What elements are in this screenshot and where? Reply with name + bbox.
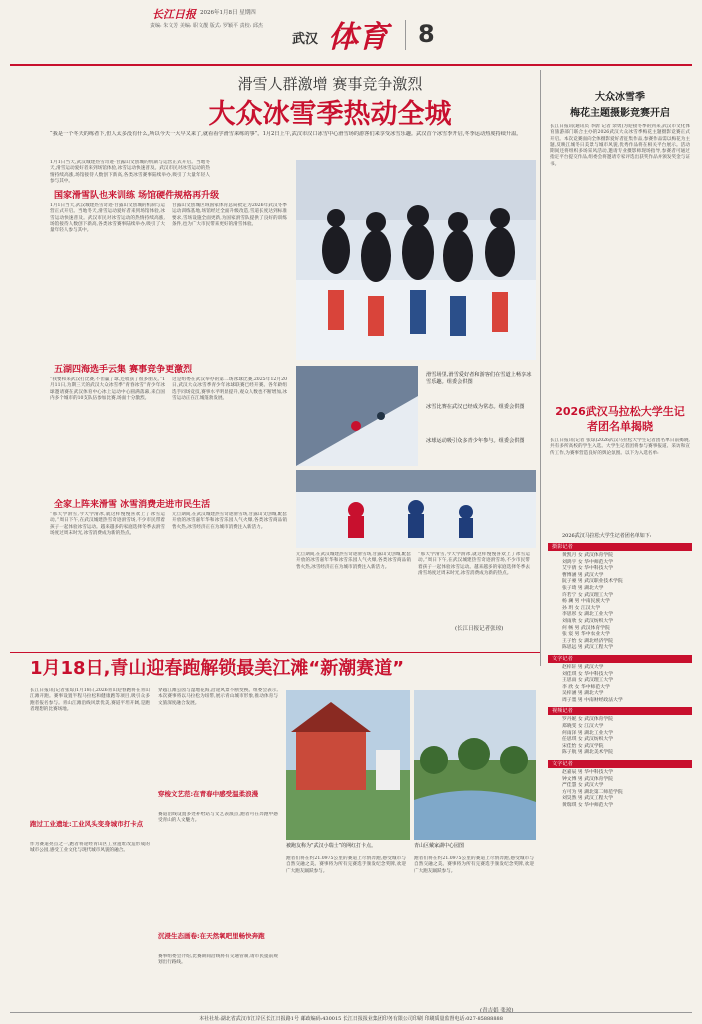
bottom-subhead-2: 穿梭文艺范:在青春中感受温柔浪漫 [158, 790, 259, 798]
roster-member: 刘鸿宇 女 华中师范大学 [562, 559, 614, 565]
photo-caption-2: 冰雪比赛在武汉已经成为常态。组委会供图 [426, 404, 525, 410]
bottom-col2b: 赛道沿线设置多处补给站与文艺表演点,跑者可在奔跑中感受青山的人文魅力。 [158, 812, 278, 824]
right2-headline: 2026武汉马拉松大学生记者团名单揭晓 [555, 405, 685, 433]
bottom-byline: (青吉娟 张琼) [480, 1008, 514, 1014]
right2-body: 长江日报讯(记者 张琼)2026武汉马拉松大学生记者团名单日前揭晓,共有多所高校的学生入选。大学生记者团将参与赛事报道、采访和宣传工作,为赛事营造良好的舆论氛围。以下为入选名单: [550, 438, 690, 456]
right1-body: 长江日报讯(通讯员 李蔚 记者 余勇)为迎接冬季的到来,武汉市文化体育旅游部门联合主办的2026武汉大众冰雪季梅花主题摄影竞赛正式开启。本次竞赛面向全体摄影爱好者征集作品,参赛作品需以梅花为主题,反映江城冬日美景与城市风貌,优秀作品将在相关平台展示。活动期间还将组织多场采风活动,邀请专业摄影师现场指导,参赛者可通过指定平台提交作品,组委会将邀请专家评选出获奖作品并颁发奖金与证书。 [550, 124, 690, 167]
lead-body-2b: 这是组委在武汉举办的第二场冰球比赛,2025年12月20日,武汉大众冰雪季青少年冰球联赛已经开赛。各年龄组选手同场竞技,赛事水平明显提升,观众人数也不断增加,冰雪运动正在江城蓬勃发展。 [172, 377, 287, 401]
roster-member: 阮子豪 男 武汉职业技术学院 [562, 579, 623, 585]
issue-date: 2026年1月8日 星期四 [200, 10, 256, 16]
bottom-col3: 跑者们将在约21.0975公里的赛道上尽情奔跑,感受城市与自然交融之美。赛事将为所有完赛选手颁发纪念奖牌,欢迎广大跑友踊跃参与。 [286, 856, 406, 874]
roster-member: 曹博涵 男 武汉大学 [562, 572, 604, 578]
lead-body-3c: 元旦期间,在武汉城建热雪奇迹滑雪场,甘露山文创城,配套开放的冰雪嘉年华和冰雪乐园人气火爆,各类冰雪商品销售火热,冰雪经济正在为城市消费注入新活力。 [296, 552, 411, 570]
roster-member: 郑晓雯 女 江汉大学 [562, 724, 604, 730]
bottom-rule [10, 652, 540, 653]
roster-member: 罗丹妮 女 武汉体育学院 [562, 717, 614, 723]
lead-subhead-1: 国家滑雪队也来训练 场馆硬件规格再升级 [54, 191, 220, 201]
bottom-col1: 长江日报讯(记者张琼)1月18日,2026青山迎春跑将在青山江滩开跑。赛事设置半程马拉松和健康跑等项目,吸引众多跑者报名参与。青山江滩沿线风景优美,赛道平坦开阔,是跑者理想的比赛场地。 [30, 688, 150, 712]
roster-member: 严佳慧 女 武汉大学 [562, 783, 604, 789]
newspaper-logo: 长江日报 [152, 8, 196, 21]
lead-headline: 大众冰雪季热动全城 [208, 99, 452, 130]
right1-headline: 梅花主题摄影竞赛开启 [570, 108, 670, 119]
hockey-photo [296, 470, 536, 548]
lead-body-2a: “我要和来武汉打比赛,不但赢了球,还收获了很多朋友。”1月11日,为期三天的武汉大众冰雪季“青春冰雪”青少年冰球邀请赛在武汉体育中心冰上运动中心圆满落幕,来自国内多个城市的10支队伍参加比赛,场面十分激烈。 [50, 377, 165, 401]
lead-subhead-3: 全家上阵来滑雪 冰雪消费走进市民生活 [54, 500, 211, 510]
lead-body-1b: 甘露山文创城区域国家体育总局批定为2026年武汉冬季运动训练基地,场馆经过全面升级改造,雪道长度达到标准要求,雪场设施全面更新,为国家滑雪队提供了良好的训练条件,也为广大市民带来更好的滑雪体验。 [172, 203, 287, 227]
roster-group-title: 视频记者 [548, 707, 692, 715]
roster-member: 王子怡 女 湖北经济学院 [562, 638, 614, 644]
roster-member: 刘雨欣 女 武汉纺织大学 [562, 618, 614, 624]
right1-kicker: 大众冰雪季 [595, 92, 645, 103]
park-photo [414, 690, 536, 840]
roster-group-title: 文字记者 [548, 760, 692, 768]
roster-member: 何雨泽 男 湖北工业大学 [562, 730, 614, 736]
photo-caption-1: 滑雪场里,滑雪爱好者和游客们在雪道上畅享冰雪乐趣。组委会供图 [426, 372, 532, 385]
roster-member: 方可为 男 湖北第二师范学院 [562, 789, 623, 795]
roster-member: 赵梓轩 男 武汉大学 [562, 664, 604, 670]
roster [548, 540, 692, 1010]
roster-member: 赵嘉辰 男 华中科技大学 [562, 770, 614, 776]
page-number: 8 [418, 20, 435, 48]
roster-group-title: 文字记者 [548, 655, 692, 663]
ski-slope-photo [296, 366, 418, 466]
roster-member: 李 欣 女 华中师范大学 [562, 684, 610, 690]
roster-member: 许若宁 女 武汉理工大学 [562, 592, 614, 598]
bottom-subhead-1: 跑过工业遗址:工业风头变身城市打卡点 [30, 820, 144, 828]
bottom-photo-caption-b: 青山区戴家湖中心园图 [414, 843, 465, 849]
masthead [0, 0, 702, 68]
roster-member: 刘佳琪 女 华中科技大学 [562, 671, 614, 677]
roster-member: 吴梓涵 男 湖北大学 [562, 691, 604, 697]
right-column-rule [540, 70, 541, 666]
section-name: 体育 [328, 20, 388, 55]
roster-member: 陈思远 男 武汉工程大学 [562, 645, 614, 651]
lead-body-1a: 1月1日当天,武汉城建热雪奇迹·甘露山文创城的机制与运营正式开启。当地冬天,滑雪运动爱好者来到场馆体验,冰雪运动快速普及。武汉市民对冰雪运动的热情持续高涨,场馆接待人数创下新高,各类冰雪赛事陆续举办,吸引了大量年轻人参与其中。 [50, 203, 165, 234]
bottom-headline: 1月18日,青山迎春跑解锁最美江滩“新潮赛道” [30, 658, 405, 679]
photo-caption-3: 冰球运动吸引众多青少年参与。组委会供图 [426, 438, 525, 444]
roster-member: 黄凯月 女 武汉体育学院 [562, 553, 614, 558]
section-city: 武汉 [292, 32, 319, 47]
lead-subhead-2: 五湖四海选手云集 赛事竞争更激烈 [54, 365, 193, 375]
lead-body-intro-cont: 1月1日当天,武汉城建热雪奇迹·甘露山文创城的机制与运营正式开启。当地冬天,滑雪运动爱好者来到场馆体验,冰雪运动快速普及。武汉市民对冰雪运动的热情持续高涨,场馆接待人数创下新高,各类冰雪赛事陆续举办,吸引了大量年轻人参与其中。 [50, 160, 210, 184]
roster-member: 刘昊然 男 武汉工程大学 [562, 796, 614, 802]
bottom-subhead-3: 沉浸生态画卷:在天然氧吧里畅快奔跑 [158, 932, 265, 940]
roster-caption: 2026武汉马拉松大学生记者团名单如下: [562, 533, 652, 539]
roster-member: 杨 澜 男 中南民族大学 [562, 599, 610, 605]
masthead-rule [10, 64, 692, 66]
lead-byline: (长江日报记者张琼) [455, 626, 504, 632]
roster-member: 李思彤 女 湖北工业大学 [562, 612, 614, 618]
footer: 本社社址:湖北省武汉市江岸区长江日报路1号 邮政编码:430015 长江日报报业集团印务有限公司印刷 印刷质量监督电话:027-85888888 [10, 1012, 692, 1022]
section-rule [405, 20, 406, 50]
roster-member: 张子琦 男 湖北大学 [562, 585, 604, 591]
riverbank-photo [286, 690, 410, 840]
roster-member: 孙 玥 女 江汉大学 [562, 605, 601, 611]
roster-group-title: 摄影记者 [548, 543, 692, 551]
roster-member: 钟文博 男 武汉体育学院 [562, 776, 614, 782]
skiers-photo [296, 160, 536, 360]
bottom-photo-caption-a: 被跑友称为“武汉小瑞士”的网红打卡点。 [286, 843, 377, 849]
roster-member: 陈子航 男 湖北美术学院 [562, 750, 614, 756]
bottom-col2: 穿越江滩公园与湿地花海,沿途风景不断变换。组委会表示,本次赛事将以马拉松为纽带,展示青山城市形象,推动体育与文旅深度融合发展。 [158, 688, 278, 706]
editors-line: 责编: 朱文芳 美编: 职文靓 版式: 罗颖平 责校: 邱杰 [150, 23, 263, 29]
lead-kicker: 滑雪人群激增 赛事竞争激烈 [237, 75, 423, 93]
roster-member: 王思雨 女 武汉理工大学 [562, 678, 614, 684]
roster-member: 张 宸 男 华中农业大学 [562, 632, 610, 638]
bottom-col4: 跑者们将在约21.0975公里的赛道上尽情奔跑,感受城市与自然交融之美。赛事将为所有完赛选手颁发纪念奖牌,欢迎广大跑友踊跃参与。 [414, 856, 534, 874]
roster-member: 宋佳怡 女 武汉学院 [562, 743, 604, 749]
roster-member: 何 畅 男 武汉体育学院 [562, 625, 610, 631]
lead-body-3d: “那天学滑雪,今天学滑冰,就这样慢慢喜欢上了冰雪运动。”周日下午,在武汉城建热雪奇迹滑雪场,不少市民带着孩子一起体验冰雪运动。越来越多的家庭选择冬季去滑雪场度过周末时光,冰雪消费成为新的热点。 [418, 552, 530, 576]
lead-body-3b: 元旦期间,在武汉城建热雪奇迹滑雪场,甘露山文创城,配套开放的冰雪嘉年华和冰雪乐园人气火爆,各类冰雪商品销售火热,冰雪经济正在为城市消费注入新活力。 [172, 512, 287, 530]
roster-member: 任思琪 女 武汉纺织大学 [562, 737, 614, 743]
roster-member: 周子墨 男 中南财经政法大学 [562, 697, 623, 703]
bottom-col1b: 作为赛道亮点之一,跑者将途经青山区工业遗址改造形成的城市公园,感受工业文化与现代城市风貌的融合。 [30, 842, 150, 854]
lead-body-3a: “那天学滑雪,今天学滑冰,就这样慢慢喜欢上了冰雪运动。”周日下午,在武汉城建热雪奇迹滑雪场,不少市民带着孩子一起体验冰雪运动。越来越多的家庭选择冬季去滑雪场度过周末时光,冰雪消费成为新的热点。 [50, 512, 165, 536]
roster-member: 黄瑞琪 女 华中师范大学 [562, 803, 614, 808]
lead-intro: “我是一个冬天的练者下,但人太多没有什么,所以今天一大早又来了,就看看学滑雪来练的事”。1月2日上午,武汉市汉口冰雪中心滑雪场的游客们来享受冰雪乐趣。武汉首个冰雪季开启,冬季运动热度持续升温。 [50, 131, 522, 137]
roster-member: 艾宇倩 女 华中科技大学 [562, 566, 614, 572]
bottom-col2c: 赛事组委会介绍,比赛期间沿线将有交通管制,请市民提前规划出行路线。 [158, 954, 278, 966]
